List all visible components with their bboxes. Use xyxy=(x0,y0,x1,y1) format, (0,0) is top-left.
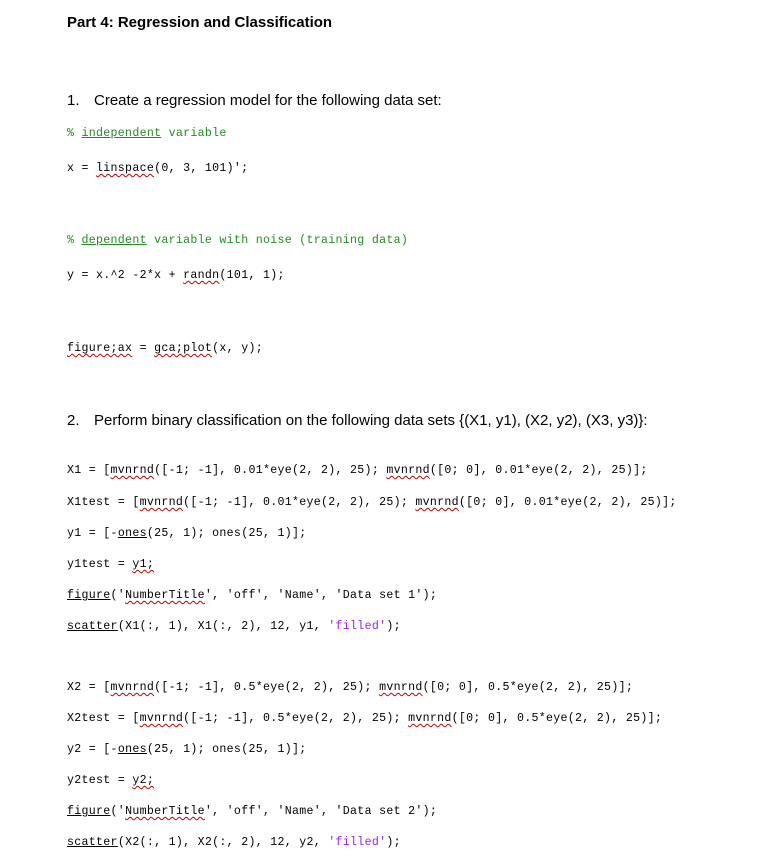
code-line-y1: y1 = [-ones(25, 1); ones(25, 1)]; xyxy=(67,527,307,540)
fn-mvnrnd: mvnrnd xyxy=(110,464,155,477)
fn-mvnrnd: mvnrnd xyxy=(415,496,459,509)
code-line-figure-plot: figure;ax = gca;plot(x, y); xyxy=(67,342,263,355)
fn-scatter: scatter xyxy=(67,836,118,849)
code-comment-dependent: % dependent variable with noise (training data) xyxy=(67,234,409,247)
fn-figure: figure xyxy=(67,805,111,818)
question-1 xyxy=(67,92,442,109)
param-numbertitle: NumberTitle xyxy=(125,589,205,602)
code-comment-independent: % independent variable xyxy=(67,127,227,140)
string-filled: 'filled' xyxy=(328,836,387,849)
fn-randn: randn xyxy=(183,269,220,282)
code-line-figure-1: figure('NumberTitle', 'off', 'Name', 'Data set 1'); xyxy=(67,589,438,602)
code-line-x: x = linspace(0, 3, 101)'; xyxy=(67,162,249,175)
code-line-scatter-2: scatter(X2(:, 1), X2(:, 2), 12, y2, 'filled'); xyxy=(67,836,401,849)
fn-gca-plot: gca;plot xyxy=(154,342,213,355)
fn-ones: ones xyxy=(117,527,147,540)
code-line-scatter-1: scatter(X1(:, 1), X1(:, 2), 12, y1, 'filled'); xyxy=(67,620,401,633)
comment-word-dependent: dependent xyxy=(81,234,147,247)
var-y2: y2; xyxy=(132,774,155,787)
fn-mvnrnd: mvnrnd xyxy=(408,712,452,725)
question-2-number: 2. xyxy=(67,412,80,429)
fn-mvnrnd: mvnrnd xyxy=(139,496,184,509)
code-line-y1test: y1test = y1; xyxy=(67,558,155,571)
string-filled: 'filled' xyxy=(328,620,387,633)
fn-scatter: scatter xyxy=(67,620,118,633)
code-line-X1: X1 = [mvnrnd([-1; -1], 0.01*eye(2, 2), 25); mvnrnd([0; 0], 0.01*eye(2, 2), 25)]; xyxy=(67,464,648,477)
param-numbertitle: NumberTitle xyxy=(125,805,205,818)
fn-mvnrnd: mvnrnd xyxy=(110,681,155,694)
fn-mvnrnd: mvnrnd xyxy=(139,712,184,725)
fn-figure: figure xyxy=(67,589,111,602)
question-2-text: Perform binary classification on the following data sets {(X1, y1), (X2, y2), (X3, y3)}: xyxy=(94,412,648,429)
fn-figure-ax: figure;ax xyxy=(67,342,133,355)
fn-linspace: linspace xyxy=(96,162,155,175)
fn-mvnrnd: mvnrnd xyxy=(379,681,423,694)
question-1-text: Create a regression model for the following data set: xyxy=(94,92,442,109)
code-line-y2: y2 = [-ones(25, 1); ones(25, 1)]; xyxy=(67,743,307,756)
section-heading: Part 4: Regression and Classification xyxy=(67,14,333,31)
comment-word-independent: independent xyxy=(81,127,162,140)
code-line-X2: X2 = [mvnrnd([-1; -1], 0.5*eye(2, 2), 25); mvnrnd([0; 0], 0.5*eye(2, 2), 25)]; xyxy=(67,681,634,694)
code-line-y: y = x.^2 -2*x + randn(101, 1); xyxy=(67,269,285,282)
question-1-number: 1. xyxy=(67,92,80,109)
code-line-y2test: y2test = y2; xyxy=(67,774,155,787)
question-2 xyxy=(67,412,648,429)
fn-mvnrnd: mvnrnd xyxy=(386,464,430,477)
code-line-X1test: X1test = [mvnrnd([-1; -1], 0.01*eye(2, 2), 25); mvnrnd([0; 0], 0.01*eye(2, 2), 25)]; xyxy=(67,496,677,509)
code-line-figure-2: figure('NumberTitle', 'off', 'Name', 'Data set 2'); xyxy=(67,805,438,818)
var-y1: y1; xyxy=(132,558,155,571)
fn-ones: ones xyxy=(117,743,147,756)
code-line-X2test: X2test = [mvnrnd([-1; -1], 0.5*eye(2, 2), 25); mvnrnd([0; 0], 0.5*eye(2, 2), 25)]; xyxy=(67,712,663,725)
